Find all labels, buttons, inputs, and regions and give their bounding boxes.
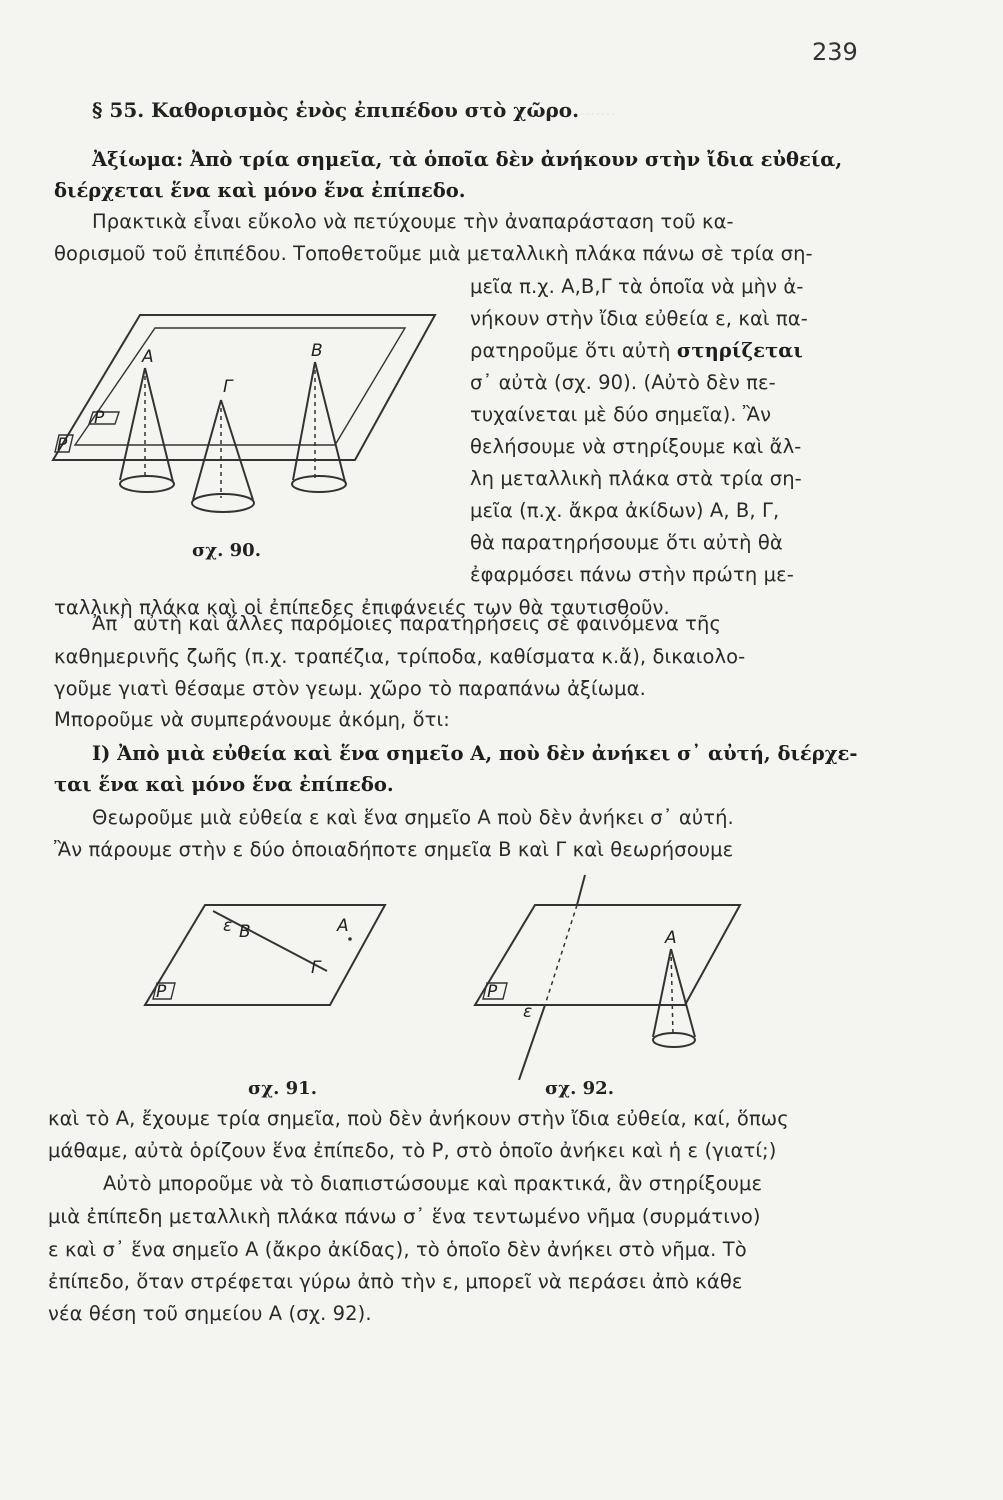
plate-outer [53,315,435,460]
label-point-b: Β [311,341,323,361]
cone-g-left-edge [193,400,221,500]
axiom-line-2: διέρχεται ἕνα καὶ μόνο ἕνα ἐπίπεδο. [54,179,466,202]
corollary-line-1: Ι) Ἀπὸ μιὰ εὐθεία καὶ ἕνα σημεῖο Α, ποὺ δὲν ἀνήκει σ᾽ αὐτή, διέρχε- [92,742,858,765]
spike-left-edge [653,949,671,1037]
page-number: 239 [812,38,858,66]
cone-a-right-edge [145,368,173,482]
plane-p [145,905,385,1005]
label-point-a: Α [337,916,349,936]
point-a [348,937,352,941]
paragraph2-line-2: καθημερινῆς ζωῆς (π.χ. τραπέζια, τρίποδα, καθίσματα κ.ἄ), δικαιολο- [54,645,746,668]
figure-90 [45,300,445,550]
paragraph2-line-4: Μποροῦμε νὰ συμπεράνουμε ἀκόμη, ὅτι: [54,708,450,731]
wire-e-upper [577,875,585,905]
emphasized-word: στηρίζεται [676,339,803,362]
paragraph1-side-line: ἐφαρμόσει πάνω στὴν πρώτη με- [470,563,794,586]
paragraph4-line-1: καὶ τὸ Α, ἔχουμε τρία σημεῖα, ποὺ δὲν ἀνήκουν στὴν ἴδια εὐθεία, καί, ὅπως [48,1107,789,1130]
label-point-a: Α [665,928,677,948]
paragraph1-side-line: λη μεταλλικὴ πλάκα στὰ τρία ση- [470,467,802,490]
label-line-e: ε [523,1002,533,1022]
cone-g-right-edge [221,400,253,500]
cone-b-left-edge [293,362,315,480]
paragraph1-side-line: σ᾽ αὐτὰ (σχ. 90). (Αὐτὸ δὲν πε- [470,371,776,394]
bleed-through-text: ....... [580,100,616,119]
paragraph1-side-line: μεῖα (π.χ. ἄκρα ἀκίδων) Α, Β, Γ, [470,499,780,522]
cone-b-base [292,476,346,492]
paragraph1-side-text: ρατηροῦμε ὅτι αὐτὴ [470,339,671,362]
paragraph1-line-2: θορισμοῦ τοῦ ἐπιπέδου. Τοποθετοῦμε μιὰ μεταλλικὴ πλάκα πάνω σὲ τρία ση- [54,242,813,265]
paragraph1-side-line: θελήσουμε νὰ στηρίξουμε καὶ ἄλ- [470,435,802,458]
paragraph1-side-line: θὰ παρατηρήσουμε ὅτι αὐτὴ θὰ [470,531,783,554]
paragraph2-line-1: Ἀπ᾽ αὐτὴ καὶ ἄλλες παρόμοιες παρατηρήσεις σὲ φαινόμενα τῆς [92,612,722,635]
label-plane: Ρ [487,982,498,1002]
paragraph1-line-1: Πρακτικὰ εἶναι εὔκολο νὰ πετύχουμε τὴν ἀναπαράσταση τοῦ κα- [92,210,734,233]
paragraph1-side-line: τυχαίνεται μὲ δύο σημεῖα). Ἂν [470,403,772,426]
corollary-line-2: ται ἕνα καὶ μόνο ἕνα ἐπίπεδο. [54,773,394,796]
label-point-a: Α [142,347,154,367]
cone-a-left-edge [120,368,145,480]
label-plane-small: Ρ [94,408,105,428]
label-plane: Ρ [156,982,167,1002]
wire-e-hidden [545,905,577,1005]
cone-g-base [192,494,254,512]
axiom-line-1: Ἀξίωμα: Ἀπὸ τρία σημεῖα, τὰ ὁποῖα δὲν ἀνήκουν στὴν ἴδια εὐθεία, [92,148,843,171]
paragraph2-line-3: γοῦμε γιατὶ θέσαμε στὸν γεωμ. χῶρο τὸ παραπάνω ἀξίωμα. [54,677,646,700]
figure-92-caption: σχ. 92. [545,1078,614,1099]
plate-inner [75,328,405,445]
label-line-e: ε [223,916,233,936]
paragraph5-line-2: μιὰ ἐπίπεδη μεταλλικὴ πλάκα πάνω σ᾽ ἕνα τεντωμένο νῆμα (συρμάτινο) [48,1205,761,1228]
cone-a-base [120,476,174,492]
paragraph1-closing-line: ταλλικὴ πλάκα καὶ οἱ ἐπίπεδες ἐπιφάνειές των θὰ ταυτισθοῦν. [54,596,670,619]
plane-p [475,905,740,1005]
spike-axis [671,949,673,1035]
figure-90-caption: σχ. 90. [192,540,261,561]
paragraph5-line-3: ε καὶ σ᾽ ἕνα σημεῖο Α (ἄκρο ἀκίδας), τὸ ὁποῖο δὲν ἀνήκει στὸ νῆμα. Τὸ [48,1238,747,1261]
section-title: § 55. Καθορισμὸς ἑνὸς ἐπιπέδου στὸ χῶρο. [92,98,580,122]
paragraph1-side-line [470,339,803,362]
spike-base [653,1033,695,1047]
paragraph3-line-1: Θεωροῦμε μιὰ εὐθεία ε καὶ ἕνα σημεῖο Α ποὺ δὲν ἀνήκει σ᾽ αὐτή. [92,806,734,829]
cone-b-right-edge [315,362,345,482]
label-point-g: Γ [311,958,321,978]
paragraph1-side-line: μεῖα π.χ. Α,Β,Γ τὰ ὁποῖα νὰ μὴν ἀ- [470,275,804,298]
paragraph4-line-2: μάθαμε, αὐτὰ ὁρίζουν ἕνα ἐπίπεδο, τὸ Ρ, στὸ ὁποῖο ἀνήκει καὶ ἡ ε (γιατί;) [48,1139,777,1162]
paragraph3-line-2: Ἂν πάρουμε στὴν ε δύο ὁποιαδήποτε σημεῖα Β καὶ Γ καὶ θεωρήσουμε [54,838,734,861]
paragraph5-line-5: νέα θέση τοῦ σημείου Α (σχ. 92). [48,1302,372,1325]
paragraph5-line-1: Αὐτὸ μποροῦμε νὰ τὸ διαπιστώσουμε καὶ πρακτικά, ἂν στηρίξουμε [103,1172,763,1195]
figure-91-caption: σχ. 91. [248,1078,317,1099]
paragraph1-side-line: νήκουν στὴν ἴδια εὐθεία ε, καὶ πα- [470,307,808,330]
label-point-b: Β [239,922,251,942]
figure-91 [135,895,395,1020]
label-plane-big: Ρ [57,435,68,455]
label-point-g: Γ [223,377,233,397]
paragraph5-line-4: ἐπίπεδο, ὅταν στρέφεται γύρω ἀπὸ τὴν ε, μπορεῖ νὰ περάσει ἀπὸ κάθε [48,1270,743,1293]
figure-92 [465,865,745,1080]
